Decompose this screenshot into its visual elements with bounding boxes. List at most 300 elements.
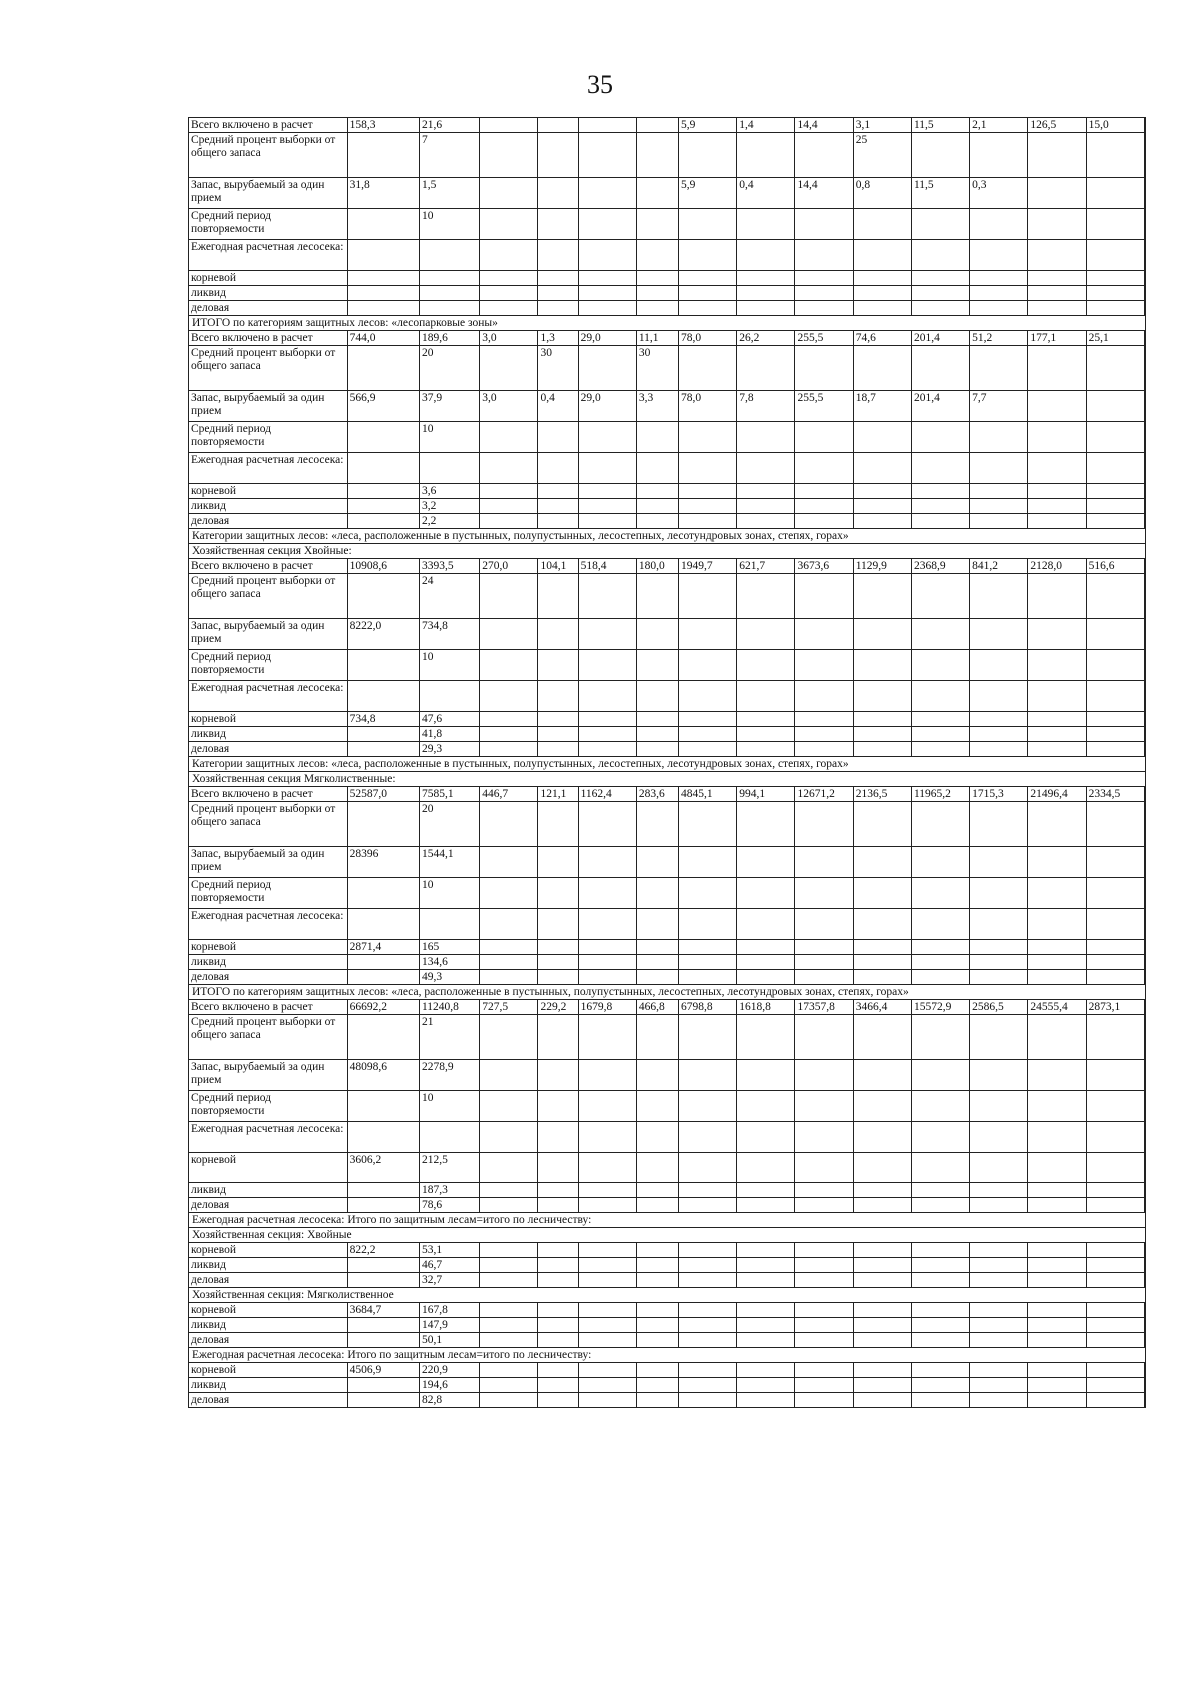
value-cell xyxy=(911,727,969,742)
value-cell xyxy=(679,681,737,712)
value-cell xyxy=(737,514,795,529)
value-cell xyxy=(679,650,737,681)
value-cell xyxy=(578,619,636,650)
value-cell xyxy=(636,1393,678,1408)
value-cell xyxy=(1028,742,1086,757)
value-cell: 167,8 xyxy=(419,1303,479,1318)
value-cell xyxy=(853,847,911,878)
value-cell: 134,6 xyxy=(419,955,479,970)
value-cell xyxy=(795,574,853,619)
value-cell xyxy=(737,209,795,240)
value-cell xyxy=(853,802,911,847)
value-cell xyxy=(1086,346,1144,391)
value-cell xyxy=(911,619,969,650)
value-cell xyxy=(578,970,636,985)
value-cell xyxy=(538,650,578,681)
value-cell xyxy=(1028,1198,1086,1213)
value-cell: 3,6 xyxy=(419,484,479,499)
value-cell xyxy=(480,453,538,484)
table-edge-cell xyxy=(1144,619,1145,650)
value-cell xyxy=(347,1122,419,1153)
value-cell xyxy=(578,514,636,529)
value-cell xyxy=(480,484,538,499)
value-cell: 180,0 xyxy=(636,559,678,574)
row-label-cell: ликвид xyxy=(189,955,348,970)
table-row xyxy=(189,1015,1146,1060)
value-cell: 29,0 xyxy=(578,331,636,346)
table-row xyxy=(189,499,1146,514)
value-cell xyxy=(1086,286,1144,301)
value-cell xyxy=(737,940,795,955)
value-cell: 15572,9 xyxy=(911,1000,969,1015)
value-cell: 21 xyxy=(419,1015,479,1060)
table-row xyxy=(189,619,1146,650)
table-row xyxy=(189,514,1146,529)
row-label-cell: корневой xyxy=(189,1303,348,1318)
value-cell: 255,5 xyxy=(795,391,853,422)
value-cell xyxy=(538,240,578,271)
section-header-row xyxy=(189,316,1146,331)
value-cell: 255,5 xyxy=(795,331,853,346)
row-label-cell: корневой xyxy=(189,271,348,286)
value-cell xyxy=(970,1378,1028,1393)
value-cell: 165 xyxy=(419,940,479,955)
value-cell: 14,4 xyxy=(795,118,853,133)
value-cell xyxy=(911,1318,969,1333)
table-row xyxy=(189,1122,1146,1153)
row-label-cell: корневой xyxy=(189,484,348,499)
value-cell: 2136,5 xyxy=(853,787,911,802)
value-cell xyxy=(1028,619,1086,650)
value-cell: 466,8 xyxy=(636,1000,678,1015)
value-cell xyxy=(636,619,678,650)
value-cell: 1949,7 xyxy=(679,559,737,574)
value-cell xyxy=(737,1273,795,1288)
value-cell xyxy=(636,802,678,847)
value-cell xyxy=(578,1060,636,1091)
value-cell: 841,2 xyxy=(970,559,1028,574)
value-cell xyxy=(1086,878,1144,909)
value-cell xyxy=(347,271,419,286)
value-cell xyxy=(538,1303,578,1318)
value-cell xyxy=(737,286,795,301)
table-edge-cell xyxy=(1144,301,1145,316)
value-cell xyxy=(853,1258,911,1273)
value-cell xyxy=(853,878,911,909)
value-cell xyxy=(970,681,1028,712)
value-cell: 29,0 xyxy=(578,391,636,422)
value-cell xyxy=(1028,1243,1086,1258)
value-cell xyxy=(480,499,538,514)
table-row xyxy=(189,1393,1146,1408)
value-cell xyxy=(679,209,737,240)
value-cell: 194,6 xyxy=(419,1378,479,1393)
value-cell xyxy=(347,1091,419,1122)
value-cell xyxy=(480,422,538,453)
value-cell: 10 xyxy=(419,209,479,240)
value-cell xyxy=(636,514,678,529)
value-cell xyxy=(1028,712,1086,727)
value-cell xyxy=(347,453,419,484)
row-label-cell: деловая xyxy=(189,1198,348,1213)
value-cell xyxy=(480,650,538,681)
value-cell xyxy=(911,1243,969,1258)
value-cell: 1,3 xyxy=(538,331,578,346)
value-cell xyxy=(419,271,479,286)
value-cell xyxy=(795,1303,853,1318)
value-cell xyxy=(679,955,737,970)
value-cell: 50,1 xyxy=(419,1333,479,1348)
value-cell xyxy=(970,1273,1028,1288)
value-cell xyxy=(795,909,853,940)
value-cell xyxy=(538,1318,578,1333)
value-cell xyxy=(578,1258,636,1273)
value-cell: 29,3 xyxy=(419,742,479,757)
row-label-cell: Всего включено в расчет xyxy=(189,118,348,133)
table-row xyxy=(189,209,1146,240)
value-cell xyxy=(347,499,419,514)
value-cell: 4845,1 xyxy=(679,787,737,802)
value-cell xyxy=(737,619,795,650)
row-label-cell: ликвид xyxy=(189,1183,348,1198)
section-header-row xyxy=(189,529,1146,544)
value-cell xyxy=(538,453,578,484)
value-cell xyxy=(679,484,737,499)
value-cell xyxy=(679,286,737,301)
value-cell xyxy=(1086,1378,1144,1393)
value-cell xyxy=(538,118,578,133)
value-cell xyxy=(578,574,636,619)
value-cell: 1129,9 xyxy=(853,559,911,574)
value-cell xyxy=(1086,970,1144,985)
table-edge-cell xyxy=(1144,1122,1145,1153)
value-cell xyxy=(1086,802,1144,847)
value-cell xyxy=(853,499,911,514)
value-cell xyxy=(538,1333,578,1348)
value-cell xyxy=(970,484,1028,499)
value-cell xyxy=(578,847,636,878)
value-cell: 2,2 xyxy=(419,514,479,529)
table-edge-cell xyxy=(1144,787,1145,802)
value-cell xyxy=(480,574,538,619)
value-cell xyxy=(911,1060,969,1091)
value-cell xyxy=(679,514,737,529)
table-edge-cell xyxy=(1144,1153,1145,1183)
value-cell xyxy=(970,209,1028,240)
table-row xyxy=(189,742,1146,757)
value-cell xyxy=(1086,178,1144,209)
table-edge-cell xyxy=(1144,1333,1145,1348)
value-cell xyxy=(795,1273,853,1288)
value-cell: 7,7 xyxy=(970,391,1028,422)
row-label-cell: деловая xyxy=(189,1333,348,1348)
value-cell xyxy=(737,1243,795,1258)
value-cell xyxy=(679,970,737,985)
table-edge-cell xyxy=(1144,1060,1145,1091)
value-cell xyxy=(636,286,678,301)
value-cell xyxy=(1086,1015,1144,1060)
row-label-cell: Ежегодная расчетная лесосека: xyxy=(189,909,348,940)
value-cell xyxy=(911,712,969,727)
value-cell xyxy=(795,301,853,316)
value-cell: 3,1 xyxy=(853,118,911,133)
value-cell xyxy=(1028,650,1086,681)
value-cell xyxy=(970,1333,1028,1348)
value-cell xyxy=(1028,301,1086,316)
value-cell xyxy=(737,1333,795,1348)
value-cell: 518,4 xyxy=(578,559,636,574)
row-label-cell: корневой xyxy=(189,940,348,955)
value-cell xyxy=(853,1091,911,1122)
table-edge-cell xyxy=(1144,559,1145,574)
value-cell xyxy=(679,1153,737,1183)
row-label-cell: Всего включено в расчет xyxy=(189,331,348,346)
value-cell xyxy=(480,940,538,955)
value-cell xyxy=(480,1333,538,1348)
value-cell xyxy=(578,712,636,727)
value-cell xyxy=(970,1393,1028,1408)
value-cell xyxy=(636,650,678,681)
row-label-cell: ликвид xyxy=(189,1318,348,1333)
value-cell xyxy=(970,133,1028,178)
value-cell xyxy=(1086,1122,1144,1153)
row-label-cell: Средний процент выборки от общего запаса xyxy=(189,574,348,619)
value-cell: 52587,0 xyxy=(347,787,419,802)
value-cell: 74,6 xyxy=(853,331,911,346)
table-row xyxy=(189,271,1146,286)
value-cell xyxy=(480,514,538,529)
value-cell xyxy=(795,1122,853,1153)
value-cell xyxy=(679,1303,737,1318)
value-cell xyxy=(970,742,1028,757)
value-cell: 3466,4 xyxy=(853,1000,911,1015)
value-cell: 46,7 xyxy=(419,1258,479,1273)
value-cell xyxy=(636,1378,678,1393)
value-cell xyxy=(1086,712,1144,727)
value-cell: 48098,6 xyxy=(347,1060,419,1091)
value-cell xyxy=(737,1122,795,1153)
value-cell xyxy=(970,1363,1028,1378)
value-cell: 2128,0 xyxy=(1028,559,1086,574)
value-cell xyxy=(1086,209,1144,240)
table-edge-cell xyxy=(1144,484,1145,499)
value-cell: 158,3 xyxy=(347,118,419,133)
value-cell: 20 xyxy=(419,346,479,391)
value-cell xyxy=(970,499,1028,514)
value-cell xyxy=(578,940,636,955)
value-cell xyxy=(347,301,419,316)
value-cell xyxy=(636,178,678,209)
value-cell xyxy=(480,742,538,757)
value-cell xyxy=(419,286,479,301)
row-label-cell: Запас, вырубаемый за один прием xyxy=(189,391,348,422)
row-label-cell: ликвид xyxy=(189,1378,348,1393)
value-cell: 30 xyxy=(636,346,678,391)
table-row xyxy=(189,1258,1146,1273)
value-cell xyxy=(970,1122,1028,1153)
value-cell xyxy=(578,133,636,178)
value-cell xyxy=(970,1303,1028,1318)
value-cell xyxy=(970,1198,1028,1213)
value-cell xyxy=(795,422,853,453)
value-cell xyxy=(636,1243,678,1258)
value-cell xyxy=(538,909,578,940)
value-cell xyxy=(737,1363,795,1378)
row-label-cell: Средний процент выборки от общего запаса xyxy=(189,802,348,847)
value-cell xyxy=(636,1091,678,1122)
value-cell xyxy=(538,955,578,970)
value-cell xyxy=(911,878,969,909)
value-cell xyxy=(853,209,911,240)
value-cell xyxy=(795,1153,853,1183)
value-cell xyxy=(853,1393,911,1408)
value-cell xyxy=(480,1363,538,1378)
value-cell xyxy=(636,712,678,727)
value-cell xyxy=(347,1015,419,1060)
table-row xyxy=(189,453,1146,484)
value-cell xyxy=(1086,301,1144,316)
value-cell xyxy=(419,1122,479,1153)
value-cell xyxy=(911,742,969,757)
value-cell xyxy=(480,286,538,301)
table-row xyxy=(189,712,1146,727)
value-cell xyxy=(538,681,578,712)
value-cell xyxy=(1028,681,1086,712)
value-cell xyxy=(419,681,479,712)
value-cell xyxy=(970,301,1028,316)
value-cell xyxy=(347,909,419,940)
value-cell xyxy=(538,1198,578,1213)
value-cell xyxy=(737,346,795,391)
value-cell xyxy=(1028,178,1086,209)
value-cell xyxy=(795,1198,853,1213)
value-cell xyxy=(795,209,853,240)
value-cell: 4506,9 xyxy=(347,1363,419,1378)
value-cell xyxy=(347,1183,419,1198)
value-cell xyxy=(347,346,419,391)
value-cell xyxy=(538,422,578,453)
value-cell: 744,0 xyxy=(347,331,419,346)
value-cell xyxy=(1028,209,1086,240)
table-edge-cell xyxy=(1144,331,1145,346)
row-label-cell: Запас, вырубаемый за один прием xyxy=(189,178,348,209)
table-edge-cell xyxy=(1144,118,1145,133)
value-cell xyxy=(578,499,636,514)
value-cell xyxy=(1086,742,1144,757)
value-cell xyxy=(480,802,538,847)
row-label-cell: корневой xyxy=(189,1153,348,1183)
table-edge-cell xyxy=(1144,1015,1145,1060)
value-cell xyxy=(347,650,419,681)
value-cell xyxy=(1028,1303,1086,1318)
value-cell xyxy=(538,286,578,301)
value-cell xyxy=(795,240,853,271)
value-cell xyxy=(480,240,538,271)
value-cell: 734,8 xyxy=(419,619,479,650)
value-cell xyxy=(1086,240,1144,271)
value-cell xyxy=(911,1393,969,1408)
value-cell xyxy=(795,847,853,878)
value-cell: 18,7 xyxy=(853,391,911,422)
value-cell xyxy=(636,878,678,909)
table-row xyxy=(189,681,1146,712)
value-cell xyxy=(1086,1198,1144,1213)
value-cell: 11,1 xyxy=(636,331,678,346)
value-cell xyxy=(1028,1333,1086,1348)
row-label-cell: деловая xyxy=(189,1273,348,1288)
table-edge-cell xyxy=(1144,970,1145,985)
value-cell xyxy=(347,514,419,529)
value-cell xyxy=(795,1183,853,1198)
table-row xyxy=(189,391,1146,422)
value-cell xyxy=(970,802,1028,847)
value-cell xyxy=(480,1015,538,1060)
value-cell xyxy=(679,1318,737,1333)
table-row xyxy=(189,727,1146,742)
value-cell xyxy=(538,802,578,847)
value-cell xyxy=(538,1258,578,1273)
value-cell xyxy=(911,1091,969,1122)
value-cell xyxy=(578,955,636,970)
value-cell xyxy=(853,286,911,301)
value-cell xyxy=(679,301,737,316)
table-edge-cell xyxy=(1144,499,1145,514)
value-cell xyxy=(480,1393,538,1408)
section-header-row xyxy=(189,1228,1146,1243)
table-body xyxy=(189,118,1146,1408)
table-row xyxy=(189,286,1146,301)
value-cell xyxy=(1086,909,1144,940)
value-cell xyxy=(679,1333,737,1348)
value-cell xyxy=(853,650,911,681)
table-edge-cell xyxy=(1144,574,1145,619)
value-cell xyxy=(737,1015,795,1060)
value-cell xyxy=(1028,484,1086,499)
value-cell: 1715,3 xyxy=(970,787,1028,802)
value-cell: 104,1 xyxy=(538,559,578,574)
value-cell xyxy=(679,742,737,757)
value-cell xyxy=(538,1378,578,1393)
value-cell xyxy=(795,878,853,909)
value-cell xyxy=(679,453,737,484)
value-cell xyxy=(853,1198,911,1213)
value-cell xyxy=(538,1122,578,1153)
value-cell xyxy=(795,1258,853,1273)
value-cell xyxy=(795,286,853,301)
table-row xyxy=(189,178,1146,209)
table-edge-cell xyxy=(1144,1303,1145,1318)
value-cell xyxy=(347,484,419,499)
section-header-row xyxy=(189,772,1146,787)
value-cell xyxy=(480,301,538,316)
value-cell: 21496,4 xyxy=(1028,787,1086,802)
value-cell: 2334,5 xyxy=(1086,787,1144,802)
value-cell xyxy=(911,955,969,970)
value-cell xyxy=(636,1183,678,1198)
value-cell: 1162,4 xyxy=(578,787,636,802)
value-cell xyxy=(795,1378,853,1393)
value-cell: 516,6 xyxy=(1086,559,1144,574)
value-cell: 37,9 xyxy=(419,391,479,422)
value-cell xyxy=(480,1273,538,1288)
value-cell xyxy=(538,1015,578,1060)
value-cell: 566,9 xyxy=(347,391,419,422)
value-cell: 82,8 xyxy=(419,1393,479,1408)
value-cell xyxy=(1028,574,1086,619)
value-cell: 24555,4 xyxy=(1028,1000,1086,1015)
value-cell xyxy=(853,574,911,619)
value-cell xyxy=(538,1273,578,1288)
